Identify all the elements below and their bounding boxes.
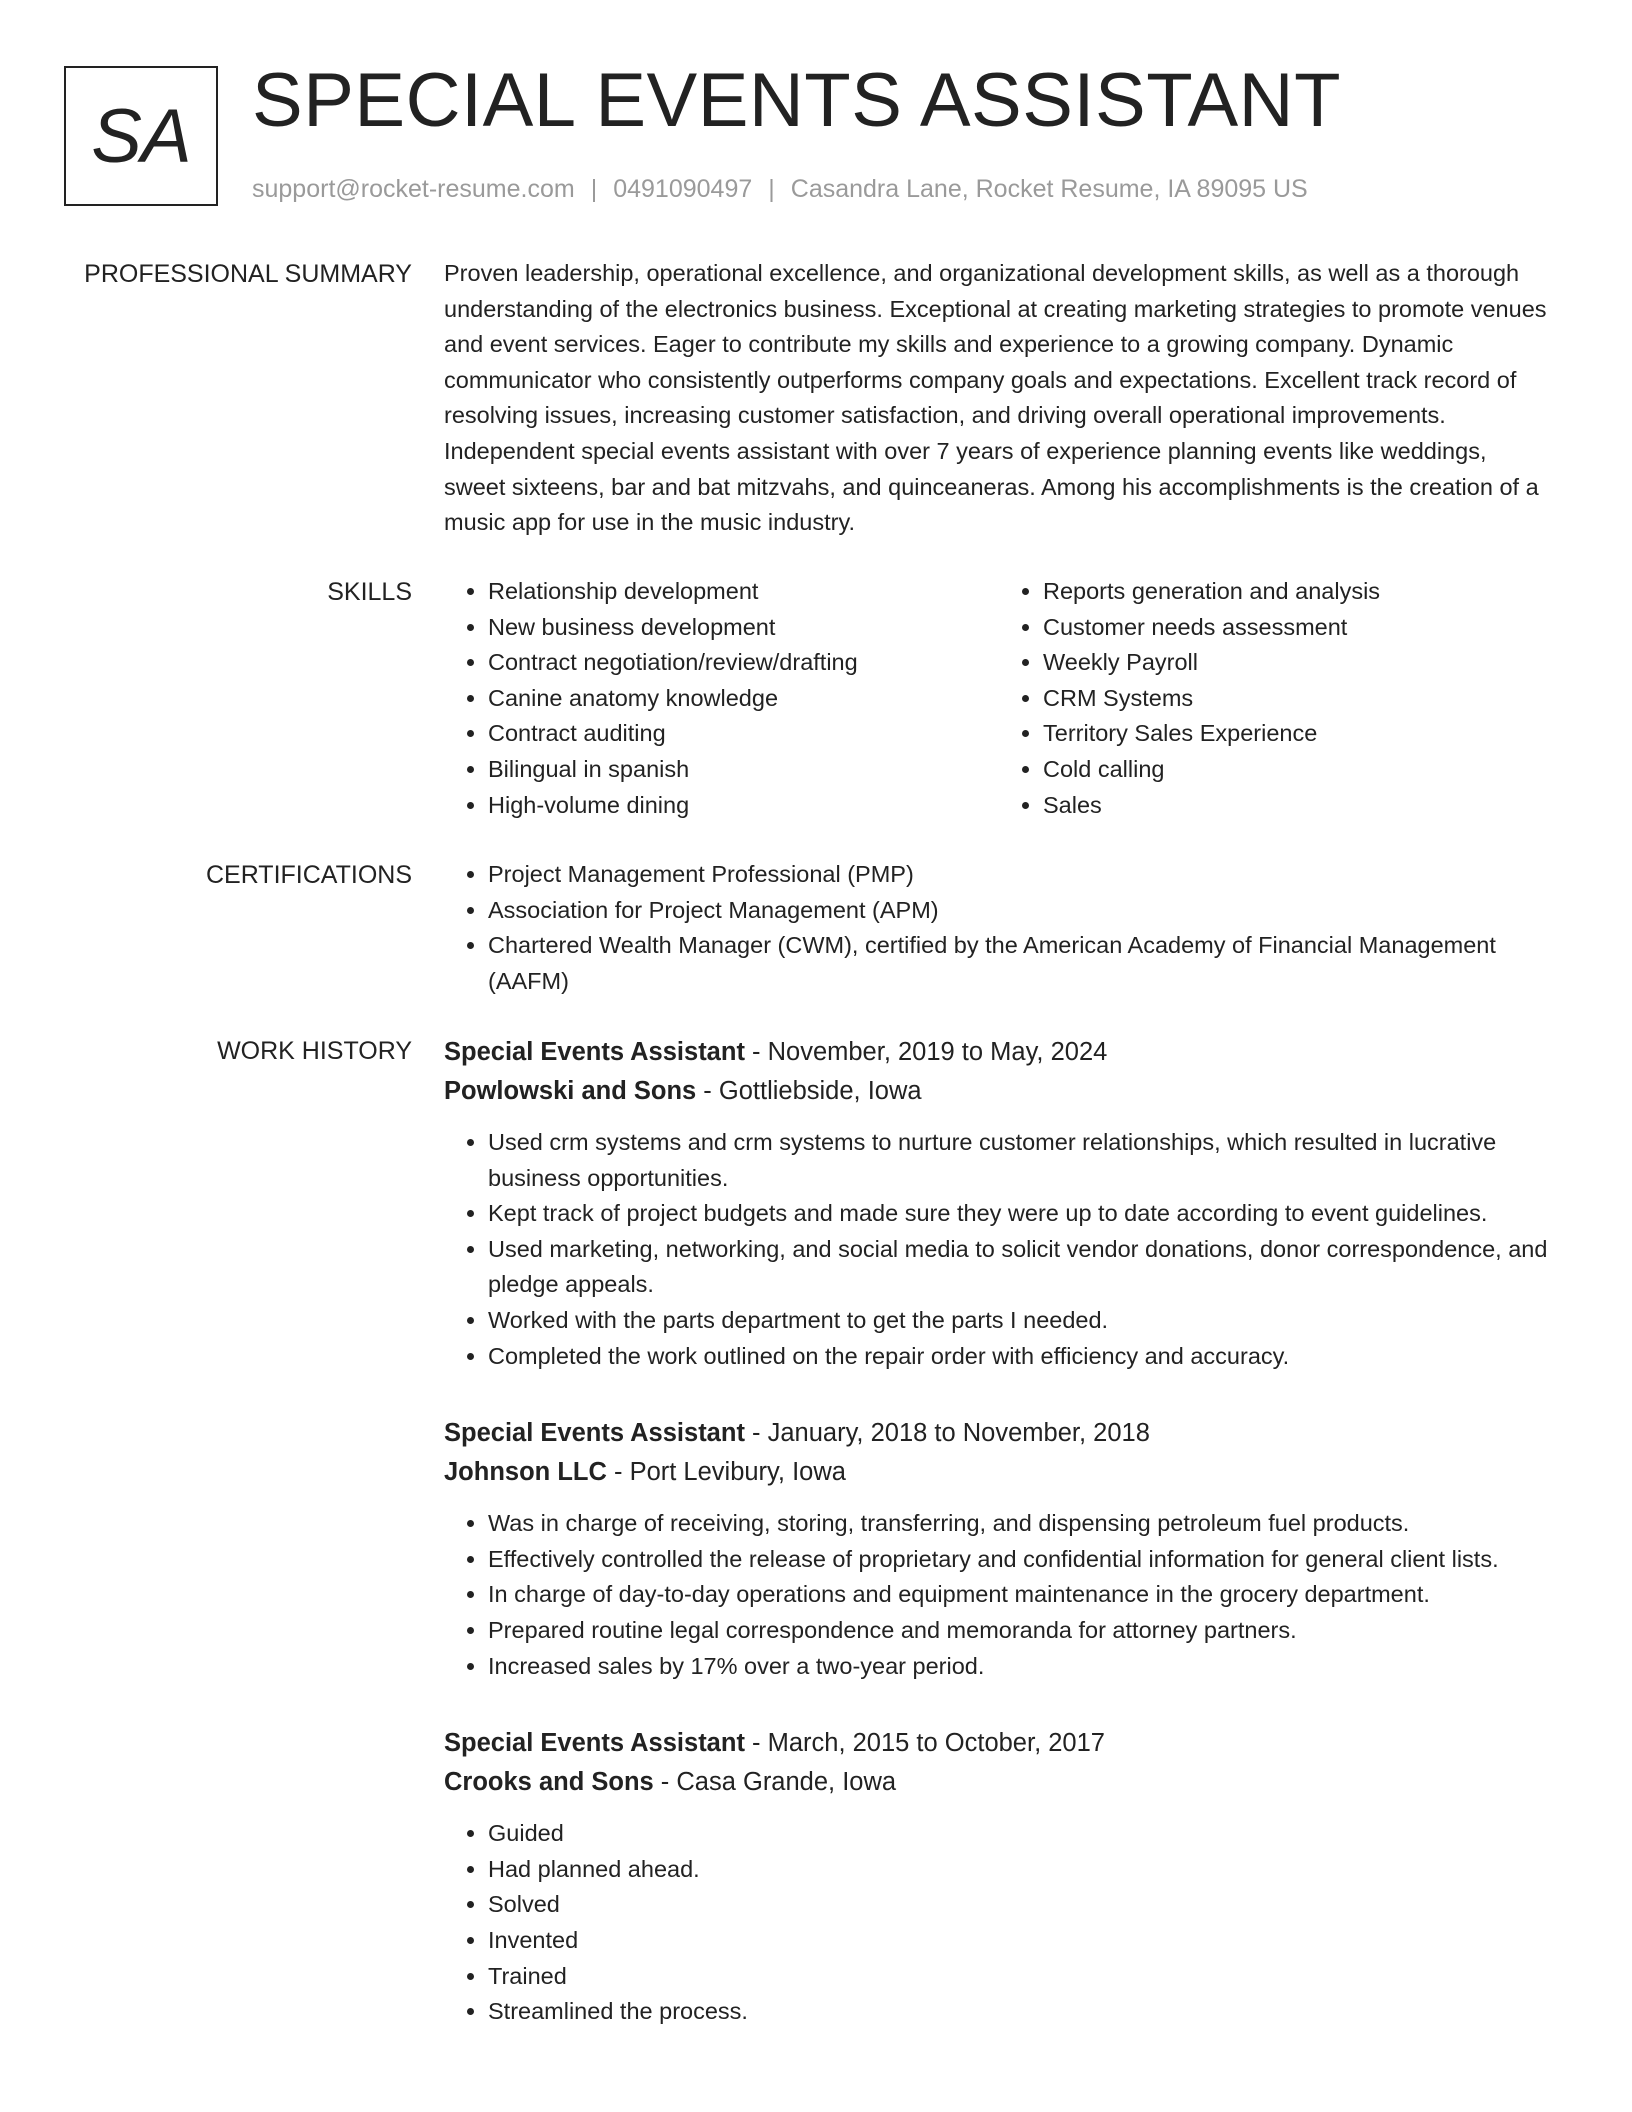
- job-company: Powlowski and Sons: [444, 1077, 697, 1105]
- job-bullet: • Streamlined the process.: [488, 1994, 1554, 2030]
- work-history-body: [444, 1033, 1554, 2070]
- job-bullet: • In charge of day-to-day operations and equipment maintenance in the grocery department.: [488, 1577, 1554, 1613]
- job-dates: - November, 2019 to May, 2024: [744, 1038, 1108, 1066]
- job-title: Special Events Assistant: [444, 1419, 745, 1448]
- skills-list-right: [999, 574, 1554, 823]
- job-title: Special Events Assistant: [444, 1729, 745, 1758]
- job-entry: [444, 1414, 1554, 1684]
- list-item: • Association for Project Management (APM): [488, 893, 1554, 929]
- list-item: • Bilingual in spanish: [488, 752, 999, 788]
- skills-body: [444, 574, 1554, 823]
- job-entry: [444, 1724, 1554, 2030]
- list-item: • Weekly Payroll: [1043, 645, 1554, 681]
- job-title-line: [444, 1724, 1554, 1763]
- section-label: PROFESSIONAL SUMMARY: [84, 260, 412, 288]
- job-bullet: • Invented: [488, 1923, 1554, 1959]
- job-bullet: • Solved: [488, 1887, 1554, 1923]
- list-item: • Sales: [1043, 788, 1554, 824]
- contact-separator: |: [590, 175, 598, 203]
- job-location: - Casa Grande, Iowa: [653, 1768, 897, 1797]
- job-bullet: • Prepared routine legal correspondence and memoranda for attorney partners.: [488, 1613, 1554, 1649]
- job-location: - Port Levibury, Iowa: [606, 1458, 846, 1487]
- job-bullet: • Effectively controlled the release of proprietary and confidential information for general client lists.: [488, 1542, 1554, 1578]
- section-label: CERTIFICATIONS: [205, 861, 412, 889]
- job-bullet: • Used marketing, networking, and social media to solicit vendor donations, donor correspondence, and pledge appeals.: [488, 1232, 1554, 1303]
- job-company-line: [444, 1763, 1554, 1802]
- list-item: • Contract negotiation/review/drafting: [488, 645, 999, 681]
- list-item: • High-volume dining: [488, 788, 999, 824]
- summary-text: Proven leadership, operational excellence, and organizational development skills, as well as a thorough understanding of the electronics business. Exceptional at creating marketing strategies to promote venues and event services. Eager to contribute my skills and experience to a growing company. Dynamic communicator who consistently outperforms company goals and expectations. Excellent track record of resolving issues, increasing customer satisfaction, and driving overall operational improvements. Independent special events assistant with over 7 years of experience planning events like weddings, sweet sixteens, bar and bat mitzvahs, and quinceaneras. Among his accomplishments is the creation of a music app for use in the music industry.: [444, 260, 1547, 536]
- list-item: • Reports generation and analysis: [1043, 574, 1554, 610]
- job-bullet: • Trained: [488, 1959, 1554, 1995]
- certifications-list: [444, 857, 1554, 999]
- job-bullet: • Completed the work outlined on the repair order with efficiency and accuracy.: [488, 1339, 1554, 1375]
- job-company: Crooks and Sons: [444, 1768, 654, 1797]
- resume-title: SPECIAL EVENTS ASSISTANT: [252, 58, 1341, 143]
- job-company-line: [444, 1072, 1554, 1111]
- job-bullet: • Used crm systems and crm systems to nurture customer relationships, which resulted in lucrative business opportunities.: [488, 1125, 1554, 1196]
- list-item: • Territory Sales Experience: [1043, 716, 1554, 752]
- job-title-line: [444, 1414, 1554, 1453]
- job-bullets: [444, 1506, 1554, 1684]
- job-bullet: • Had planned ahead.: [488, 1852, 1554, 1888]
- monogram-logo: SA: [64, 66, 218, 206]
- job-location: - Gottliebside, Iowa: [696, 1077, 922, 1105]
- job-title-line: [444, 1033, 1554, 1072]
- job-entry: [444, 1033, 1554, 1374]
- list-item: • Relationship development: [488, 574, 999, 610]
- job-company: Johnson LLC: [444, 1458, 607, 1487]
- list-item: • Cold calling: [1043, 752, 1554, 788]
- job-bullet: • Increased sales by 17% over a two-year period.: [488, 1649, 1554, 1685]
- job-bullet: • Was in charge of receiving, storing, transferring, and dispensing petroleum fuel products.: [488, 1506, 1554, 1542]
- contact-address: Casandra Lane, Rocket Resume, IA 89095 US: [790, 175, 1308, 203]
- job-dates: - January, 2018 to November, 2018: [744, 1419, 1150, 1448]
- section-label: SKILLS: [327, 578, 412, 606]
- job-company-line: [444, 1453, 1554, 1492]
- job-title: Special Events Assistant: [444, 1038, 745, 1066]
- contact-line: [252, 172, 1308, 206]
- skills-list-left: [444, 574, 999, 823]
- job-dates: - March, 2015 to October, 2017: [744, 1729, 1105, 1758]
- contact-email: support@rocket-resume.com: [252, 175, 575, 203]
- job-bullet: • Guided: [488, 1816, 1554, 1852]
- list-item: • New business development: [488, 610, 999, 646]
- job-bullets: [444, 1816, 1554, 2030]
- list-item: • Canine anatomy knowledge: [488, 681, 999, 717]
- contact-separator: |: [768, 175, 775, 203]
- list-item: • Contract auditing: [488, 716, 999, 752]
- list-item: • CRM Systems: [1043, 681, 1554, 717]
- list-item: • Project Management Professional (PMP): [488, 857, 1554, 893]
- job-bullet: • Kept track of project budgets and made sure they were up to date according to event guidelines.: [488, 1196, 1554, 1232]
- job-bullets: [444, 1125, 1554, 1374]
- list-item: • Customer needs assessment: [1043, 610, 1554, 646]
- contact-phone: 0491090497: [613, 175, 753, 203]
- certifications-body: [444, 857, 1554, 999]
- job-bullet: • Worked with the parts department to get the parts I needed.: [488, 1303, 1554, 1339]
- section-label: WORK HISTORY: [217, 1037, 412, 1065]
- list-item: • Chartered Wealth Manager (CWM), certified by the American Academy of Financial Management (AAFM): [488, 928, 1554, 999]
- summary-body: [444, 256, 1554, 541]
